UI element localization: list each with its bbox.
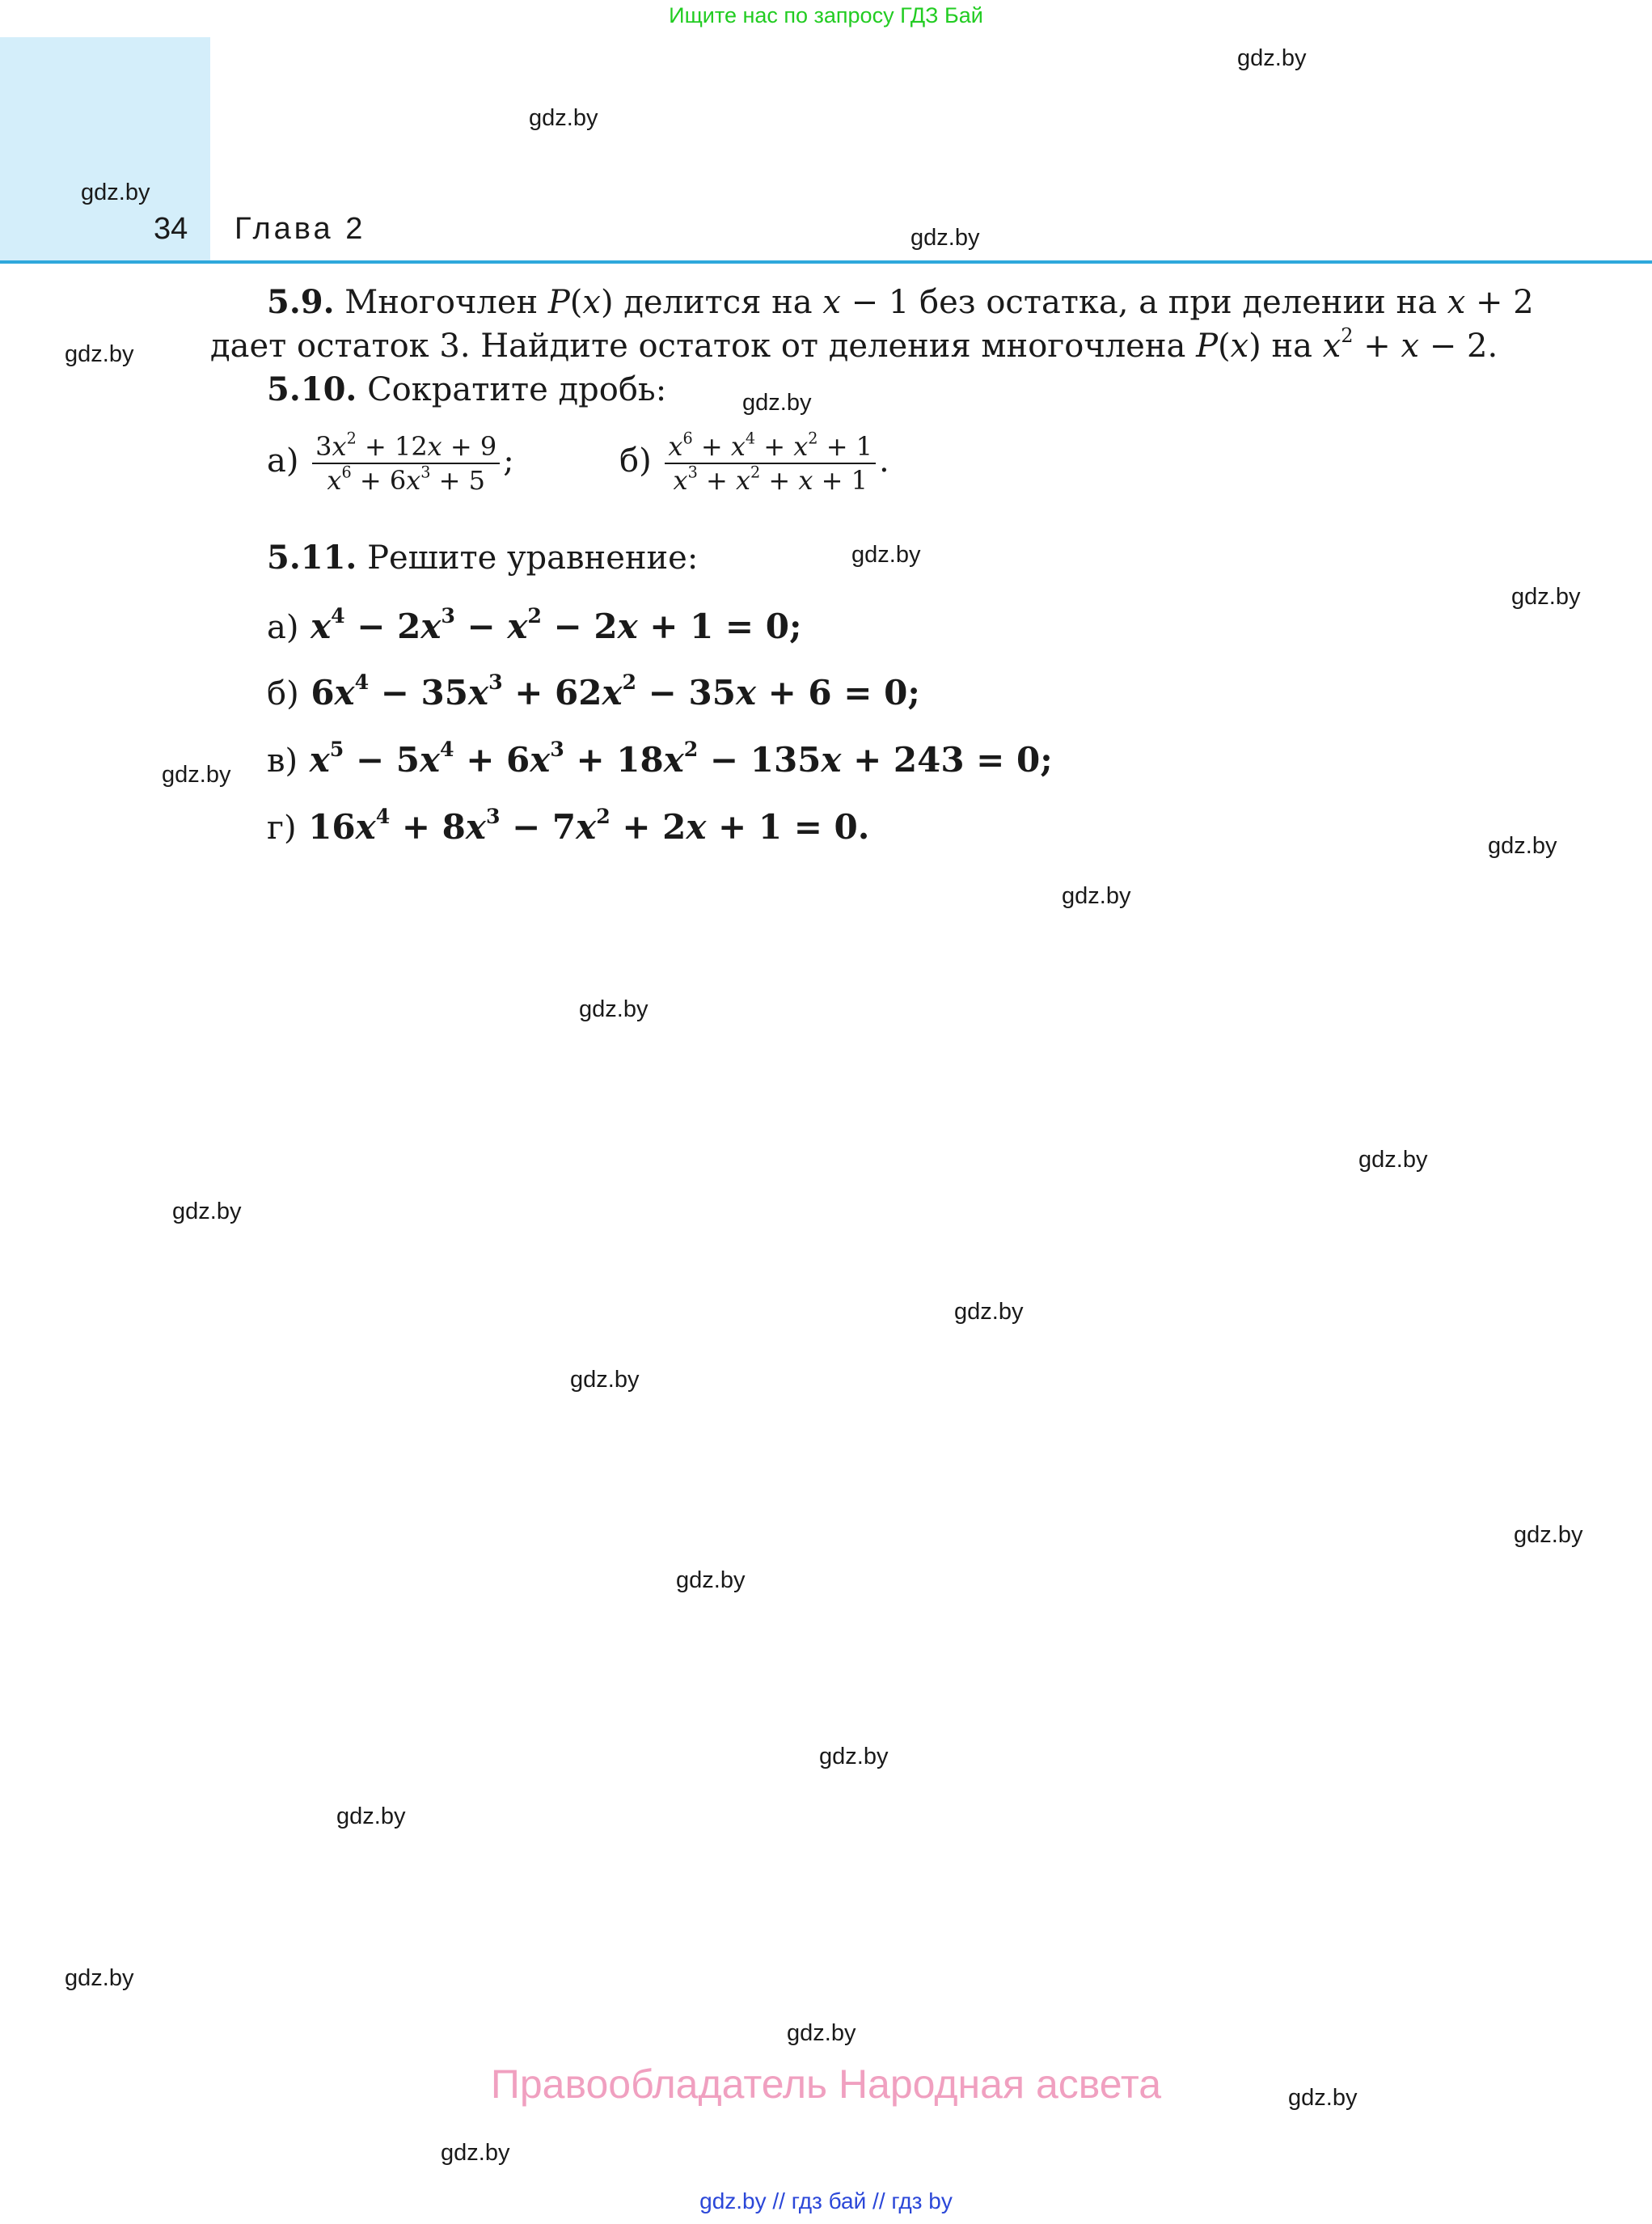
problem-5-11-header [267, 539, 699, 577]
watermark: gdz.by [1511, 584, 1581, 610]
numerator: $3x^2 + 12x + 9$ [312, 433, 500, 464]
watermark: gdz.by [819, 1744, 889, 1769]
problem-text: делится на [613, 284, 823, 321]
watermark: gdz.by [172, 1199, 242, 1224]
punctuation: ; [503, 442, 514, 480]
math-var: x [822, 284, 841, 321]
watermark: gdz.by [742, 390, 812, 416]
watermark: gdz.by [570, 1367, 640, 1393]
watermark: gdz.by [1062, 883, 1131, 909]
equation-b: б) $6x^4 - 35x^3 + 62x^2 - 35x + 6 = 0$; [267, 670, 920, 712]
item-label: а) [267, 442, 299, 480]
item-label: г) [267, 810, 297, 847]
equation-a: а) $x^4 - 2x^3 - x^2 - 2x + 1 = 0$; [267, 603, 802, 646]
watermark: gdz.by [1358, 1147, 1428, 1173]
watermark: gdz.by [579, 996, 649, 1022]
item-label: б) [267, 675, 299, 712]
math-var: x [582, 284, 601, 321]
fraction [665, 429, 876, 496]
watermark: gdz.by [676, 1567, 746, 1593]
problem-5-10-a [267, 429, 514, 496]
problem-5-9-line-2: дает остаток 3. Найдите остаток от деления многочлена P(x) на $x^2 + x - 2$. [210, 324, 1498, 365]
watermark: gdz.by [787, 2020, 856, 2046]
problem-text: на [1261, 328, 1323, 365]
watermark: gdz.by [65, 1965, 134, 1991]
item-label: а) [267, 609, 299, 646]
denominator: $x^6 + 6x^3 + 5$ [327, 463, 485, 496]
watermark: gdz.by [851, 542, 921, 568]
watermark: gdz.by [1288, 2085, 1358, 2111]
top-search-note: Ищите нас по запросу ГДЗ Бай [669, 3, 983, 27]
watermark: gdz.by [65, 341, 134, 367]
fraction [312, 429, 500, 496]
denominator: $x^3 + x^2 + x + 1$ [673, 463, 868, 496]
copyright-holder: Правообладатель Народная асвета [490, 2061, 1162, 2107]
math-var: x [1322, 328, 1341, 365]
equation-c: в) $x^5 - 5x^4 + 6x^3 + 18x^2 - 135x + 243 = 0$; [267, 737, 1053, 780]
problem-5-10-b [619, 429, 889, 496]
page-number: 34 [154, 212, 188, 246]
problem-text: Многочлен [334, 284, 548, 321]
problem-text: Сократите дробь: [357, 371, 667, 408]
item-label: б) [619, 442, 652, 480]
watermark: gdz.by [441, 2140, 510, 2166]
watermark: gdz.by [911, 225, 980, 251]
problem-text: дает остаток 3. Найдите остаток от деления многочлена [210, 328, 1197, 365]
problem-number: 5.11. [267, 539, 357, 577]
problem-number: 5.10. [267, 370, 357, 408]
problem-text: Решите уравнение: [357, 539, 699, 577]
watermark: gdz.by [1488, 833, 1557, 859]
watermark: gdz.by [1237, 45, 1307, 71]
punctuation: . [879, 442, 889, 480]
watermark: gdz.by [1514, 1522, 1583, 1548]
problem-number: 5.9. [267, 283, 335, 321]
footer-links: gdz.by // гдз бай // гдз by [699, 2188, 953, 2213]
math-var: P [1196, 328, 1218, 365]
watermark: gdz.by [954, 1299, 1024, 1325]
problem-text: + [1353, 328, 1401, 365]
math-var: x [1401, 328, 1420, 365]
equation-d: г) $16x^4 + 8x^3 - 7x^2 + 2x + 1 = 0$. [267, 804, 870, 847]
math-var: x [1447, 284, 1466, 321]
watermark: gdz.by [529, 105, 598, 131]
problem-5-9-line-1: 5.9. Многочлен P(x) делится на x − 1 без остатка, а при делении на x + 2 [267, 283, 1534, 321]
item-label: в) [267, 742, 298, 780]
math-exponent: 2 [1341, 324, 1354, 347]
numerator: $x^6 + x^4 + x^2 + 1$ [665, 433, 876, 464]
math-var: P [547, 284, 570, 321]
watermark: gdz.by [81, 180, 150, 205]
problem-text: − 1 без остатка, а при делении на [840, 284, 1447, 321]
chapter-title: Глава 2 [234, 212, 366, 246]
watermark: gdz.by [336, 1803, 406, 1829]
math-var: x [1230, 328, 1249, 365]
problem-5-10-header [267, 370, 667, 408]
problem-text: − 2. [1419, 328, 1498, 365]
watermark: gdz.by [162, 762, 231, 788]
problem-text: + 2 [1465, 284, 1534, 321]
header-rule [0, 260, 1652, 264]
